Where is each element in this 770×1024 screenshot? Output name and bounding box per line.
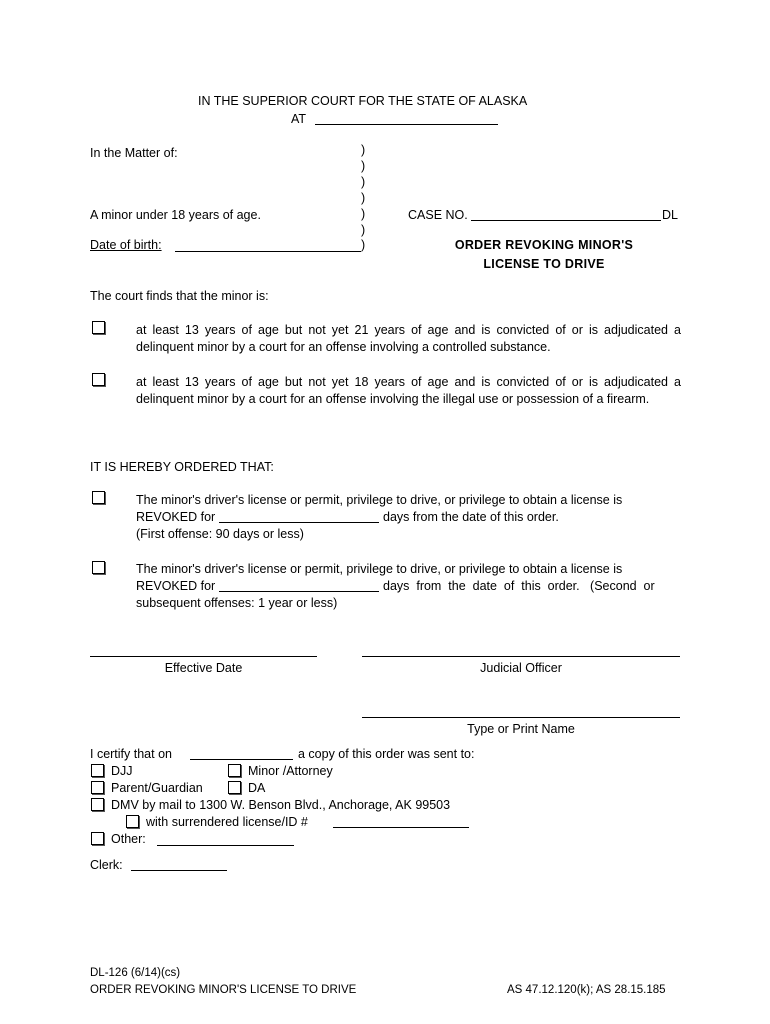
order-title: LICENSE TO DRIVE (483, 257, 605, 271)
da-label: DA (248, 781, 266, 795)
other-field[interactable] (157, 845, 294, 846)
statute-reference: AS 47.12.120(k); AS 28.15.185 (507, 984, 666, 996)
effective-date-label: Effective Date (164, 661, 243, 675)
minor-attorney-label: Minor /Attorney (248, 764, 333, 778)
order-second-note: subsequent offenses: 1 year or less) (136, 596, 338, 610)
dob-label: Date of birth: (90, 238, 162, 252)
caption-paren: ) (361, 207, 366, 221)
judicial-officer-label: Judicial Officer (480, 661, 562, 675)
orders-intro: IT IS HEREBY ORDERED THAT: (90, 460, 274, 474)
at-label: AT (291, 112, 307, 126)
form-id: DL-126 (6/14)(cs) (90, 967, 181, 979)
certify-prefix: I certify that on (90, 747, 172, 761)
caption-paren: ) (361, 159, 366, 173)
dmv-label: DMV by mail to 1300 W. Benson Blvd., Anchorage, AK 99503 (111, 798, 451, 812)
certify-date-field[interactable] (190, 759, 293, 760)
caption-paren: ) (361, 175, 366, 189)
form-title: ORDER REVOKING MINOR'S LICENSE TO DRIVE (90, 984, 357, 996)
caption-paren: ) (361, 143, 366, 157)
surrendered-license-checkbox[interactable] (126, 815, 139, 828)
order-second-offense-checkbox[interactable] (92, 561, 105, 574)
case-no-field[interactable] (471, 220, 661, 221)
clerk-field[interactable] (131, 870, 227, 871)
dob-field[interactable] (175, 251, 361, 252)
djj-checkbox[interactable] (91, 764, 104, 777)
printed-name-label: Type or Print Name (467, 722, 575, 736)
order-first-text: The minor's driver's license or permit, privilege to drive, or privilege to obtain a license is (136, 493, 623, 507)
minor-label: A minor under 18 years of age. (90, 208, 261, 222)
order-first-revoked: REVOKED for (136, 510, 216, 524)
judicial-officer-signature-field[interactable] (362, 656, 680, 657)
finding-controlled-substance-text: at least 13 years of age but not yet 21 years of age and is convicted of or is adjudicated a delinquent minor by a court for an offense involving a controlled substance. (136, 323, 681, 354)
order-second-revoked: REVOKED for (136, 579, 216, 593)
order-first-days-text: days from the date of this order. (383, 510, 559, 524)
caption-paren: ) (361, 191, 366, 205)
surrendered-license-label: with surrendered license/ID # (146, 815, 308, 829)
other-label: Other: (111, 832, 146, 846)
case-suffix: DL (662, 208, 678, 222)
clerk-label: Clerk: (90, 858, 123, 872)
dmv-checkbox[interactable] (91, 798, 104, 811)
order-first-days-field[interactable] (219, 522, 379, 523)
da-checkbox[interactable] (228, 781, 241, 794)
finding-firearm-text: at least 13 years of age but not yet 18 years of age and is convicted of or is adjudicated a delinquent minor by a court for an offense involving the illegal use or possession of a firearm. (136, 375, 681, 406)
parent-guardian-label: Parent/Guardian (111, 781, 203, 795)
finding-firearm-checkbox[interactable] (92, 373, 105, 386)
matter-label: In the Matter of: (90, 146, 178, 160)
findings-intro: The court finds that the minor is: (90, 289, 269, 303)
certify-suffix: a copy of this order was sent to: (298, 747, 475, 761)
location-field[interactable] (315, 124, 498, 125)
order-second-days-text: days from the date of this order. (Second or (383, 579, 655, 593)
order-title: ORDER REVOKING MINOR'S (454, 238, 634, 252)
djj-label: DJJ (111, 764, 133, 778)
printed-name-field[interactable] (362, 717, 680, 718)
effective-date-field[interactable] (90, 656, 317, 657)
case-no-label: CASE NO. (408, 208, 468, 222)
order-second-days-field[interactable] (219, 591, 379, 592)
caption-paren: ) (361, 223, 366, 237)
court-heading: IN THE SUPERIOR COURT FOR THE STATE OF ALASKA (198, 94, 528, 108)
order-first-note: (First offense: 90 days or less) (136, 527, 304, 541)
minor-attorney-checkbox[interactable] (228, 764, 241, 777)
parent-guardian-checkbox[interactable] (91, 781, 104, 794)
order-first-offense-checkbox[interactable] (92, 491, 105, 504)
license-id-field[interactable] (333, 827, 469, 828)
order-second-text: The minor's driver's license or permit, privilege to drive, or privilege to obtain a license is (136, 562, 623, 576)
other-checkbox[interactable] (91, 832, 104, 845)
caption-paren: ) (361, 238, 366, 252)
finding-controlled-substance-checkbox[interactable] (92, 321, 105, 334)
